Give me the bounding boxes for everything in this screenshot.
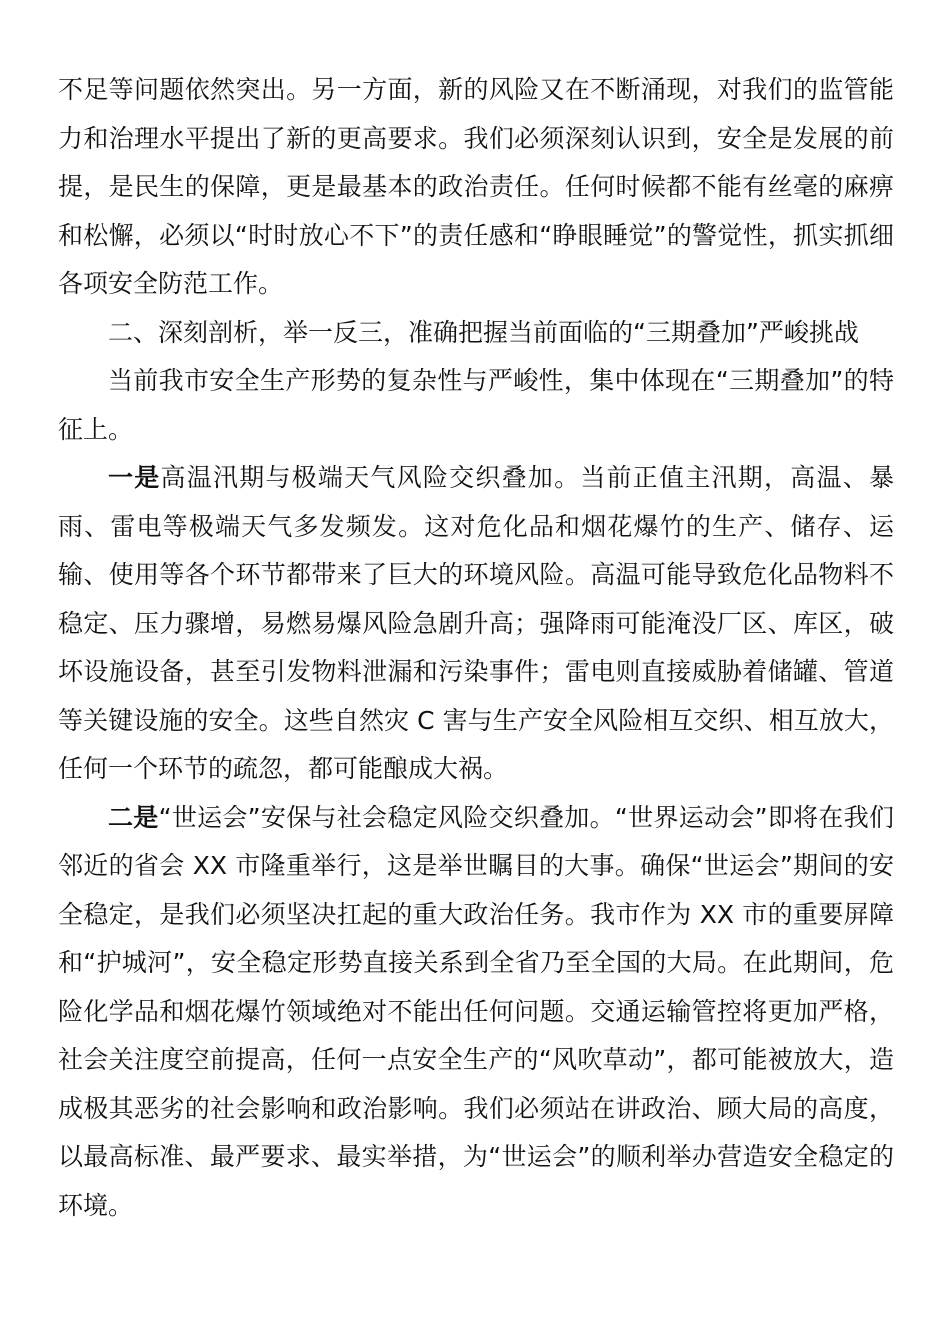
paragraph-text: 高温汛期与极端天气风险交织叠加。当前正值主汛期，高温、暴雨、雷电等极端天气多发频发。这对危化品和烟花爆竹的生产、储存、运输、使用等各个环节都带来了巨大的环境风险。高温可能导致危化品物料不稳定、压力骤增，易燃易爆风险急剧升高；强降雨可能淹没厂区、库区，破坏设施设备，甚至引发物料泄漏和污染事件；雷电则直接威胁着储罐、管道等关键设施的安全。这些自然灾 C 害与生产安全风险相互交织、相互放大，任何一个环节的疏忽，都可能酿成大祸。	[58, 463, 894, 783]
section-heading	[58, 309, 894, 358]
paragraph-1	[58, 66, 894, 309]
section-heading-text: 二、深刻剖析，举一反三，准确把握当前面临的“三期叠加”严峻挑战	[108, 317, 859, 347]
paragraph-point-one	[58, 454, 894, 794]
paragraph-lead: 二是	[108, 802, 159, 832]
paragraph-text: 当前我市安全生产形势的复杂性与严峻性，集中体现在“三期叠加”的特征上。	[58, 366, 894, 444]
paragraph-point-two	[58, 794, 894, 1231]
paragraph-text: “世运会”安保与社会稳定风险交织叠加。“世界运动会”即将在我们邻近的省会 XX 市隆重举行，这是举世瞩目的大事。确保“世运会”期间的安全稳定，是我们必须坚决扛起的重大政治任务。我市作为 XX 市的重要屏障和“护城河”，安全稳定形势直接关系到全省乃至全国的大局。在此期间，危险化学品和烟花爆竹领域绝对不能出任何问题。交通运输管控将更加严格，社会关注度空前提高，任何一点安全生产的“风吹草动”，都可能被放大，造成极其恶劣的社会影响和政治影响。我们必须站在讲政治、顾大局的高度，以最高标准、最严要求、最实举措，为“世运会”的顺利举办营造安全稳定的环境。	[58, 802, 894, 1220]
paragraph-lead: 一是	[108, 463, 161, 492]
paragraph-text: 不足等问题依然突出。另一方面，新的风险又在不断涌现，对我们的监管能力和治理水平提出了新的更高要求。我们必须深刻认识到，安全是发展的前提，是民生的保障，更是最基本的政治责任。任何时候都不能有丝毫的麻痹和松懈，必须以“时时放心不下”的责任感和“睁眼睡觉”的警觉性，抓实抓细各项安全防范工作。	[58, 75, 894, 298]
document-page	[58, 66, 894, 1230]
paragraph-intro	[58, 357, 894, 454]
